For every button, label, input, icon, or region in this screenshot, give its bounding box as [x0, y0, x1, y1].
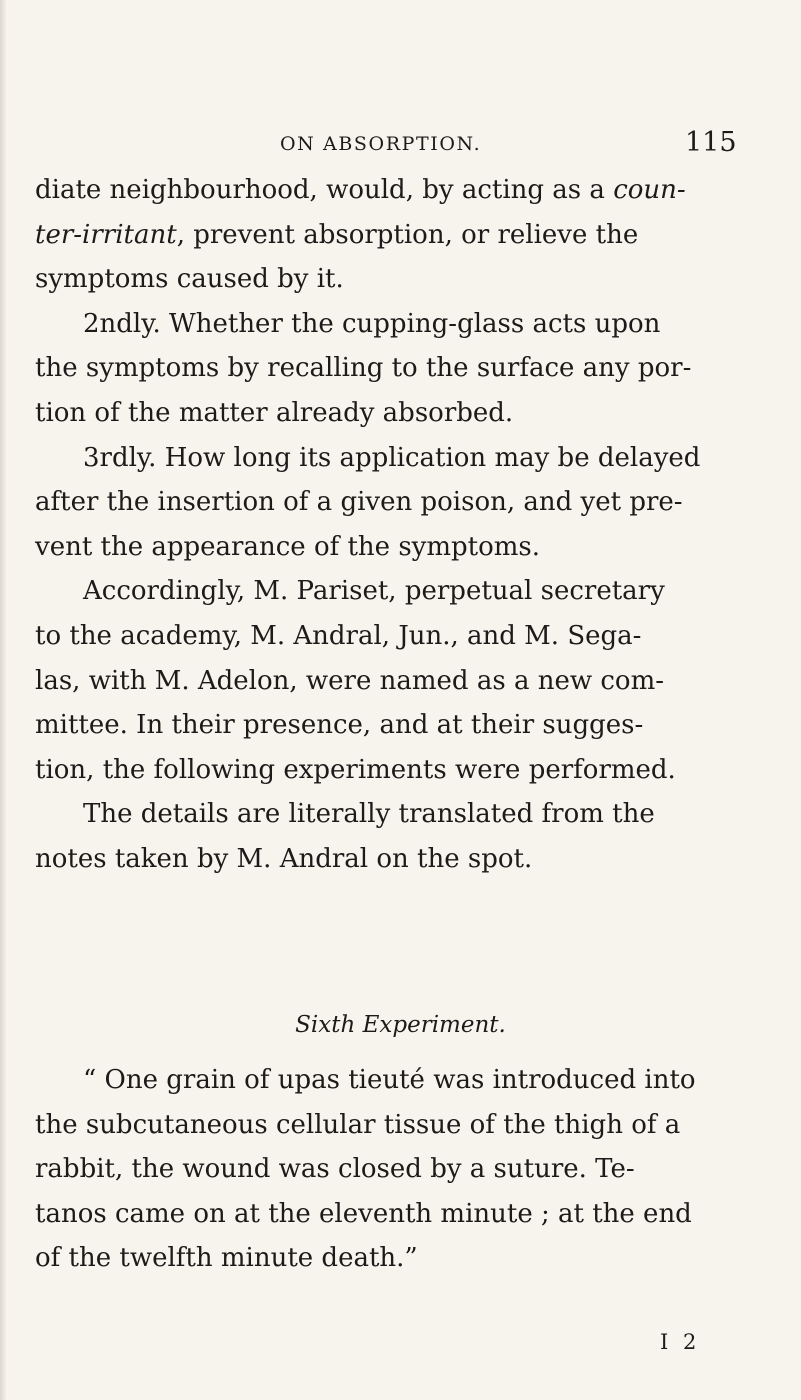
text-line: las, with M. Adelon, were named as a new com-	[35, 665, 665, 696]
text-line: vent the appearance of the symptoms.	[35, 531, 541, 562]
text-line: symptoms caused by it.	[35, 264, 344, 295]
section-heading: Sixth Experiment.	[295, 1012, 506, 1038]
text-line: ter-irritant, prevent absorption, or relieve the	[35, 219, 639, 250]
text-line: tion, the following experiments were performed.	[35, 754, 676, 785]
text-line: 2ndly. Whether the cupping-glass acts upon	[83, 308, 661, 339]
signature-mark: I 2	[660, 1330, 701, 1354]
page-number: 115	[685, 127, 737, 158]
page-header	[0, 127, 801, 173]
quote-line: of the twelfth minute death.”	[35, 1243, 418, 1274]
text-line: Accordingly, M. Pariset, perpetual secretary	[83, 576, 665, 607]
text-line: to the academy, M. Andral, Jun., and M. Sega-	[35, 620, 642, 651]
text-line: 3rdly. How long its application may be delayed	[83, 442, 701, 473]
italic-term: ter-irritant	[35, 219, 177, 250]
italic-term: coun-	[613, 175, 686, 205]
text-line: the symptoms by recalling to the surface any por-	[35, 353, 692, 384]
quote-line: rabbit, the wound was closed by a suture. Te-	[35, 1154, 635, 1185]
body-text	[35, 168, 745, 882]
quote-line: tanos came on at the eleventh minute ; at the end	[35, 1198, 692, 1229]
scan-edge	[0, 0, 6, 1400]
text-line: after the insertion of a given poison, and yet pre-	[35, 487, 683, 518]
quote-line: the subcutaneous cellular tissue of the thigh of a	[35, 1109, 681, 1140]
text-line: diate neighbourhood, would, by acting as a coun-	[35, 175, 686, 205]
text-line: mittee. In their presence, and at their sugges-	[35, 710, 644, 741]
running-head: ON ABSORPTION.	[280, 133, 482, 155]
text-line: notes taken by M. Andral on the spot.	[35, 843, 533, 874]
quoted-notes	[35, 1058, 755, 1281]
text-line: The details are literally translated from the	[83, 799, 655, 830]
text-line: tion of the matter already absorbed.	[35, 397, 514, 428]
quote-line: “ One grain of upas tieuté was introduced into	[83, 1065, 696, 1095]
